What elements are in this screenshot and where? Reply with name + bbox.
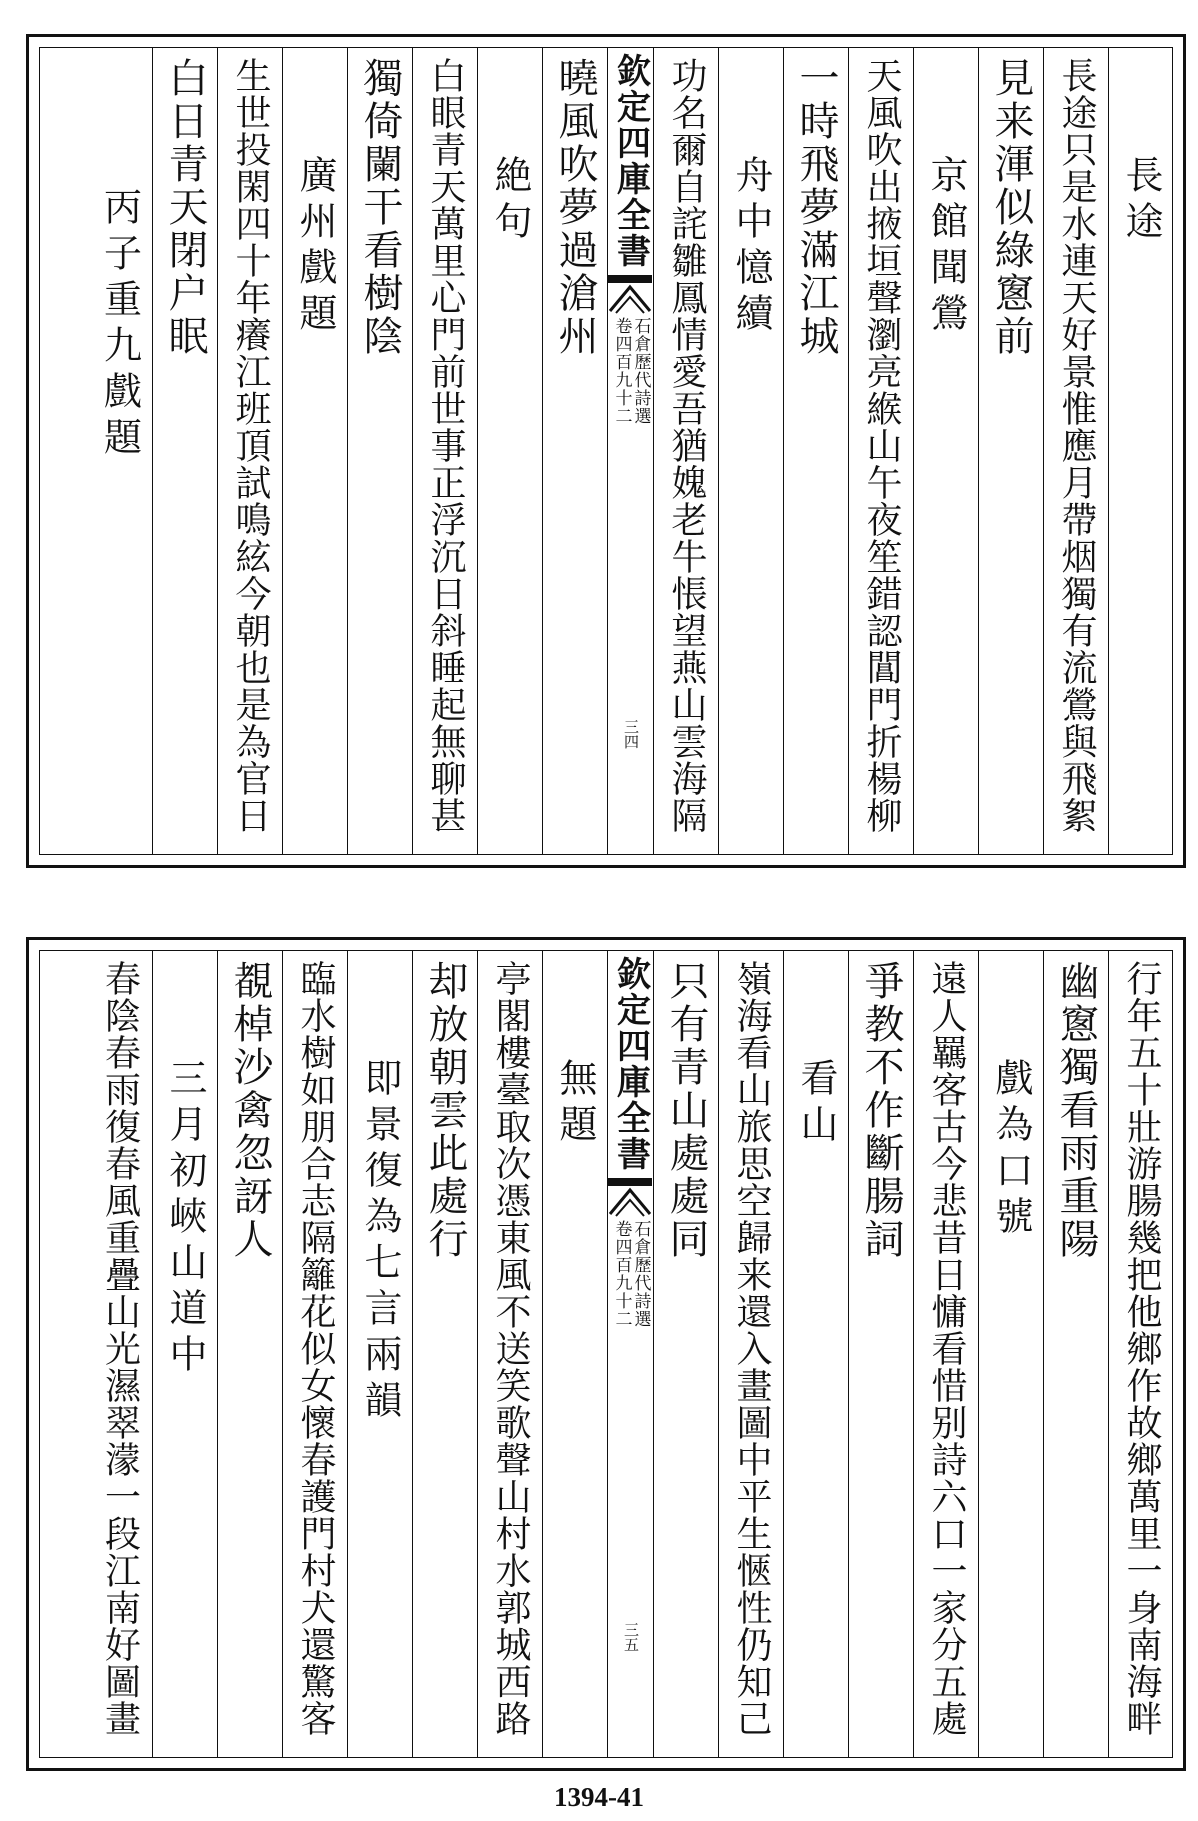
- text-column: [152, 950, 217, 1758]
- poem-line: 亭閣樓臺取次憑東風不送笑歌聲山村水郭城西路: [490, 960, 531, 1737]
- poem-line: 生世投閑四十年癢江班頂試鳴絃今朝也是為官日: [230, 57, 271, 834]
- text-column: [653, 47, 718, 855]
- text-column: [913, 47, 978, 855]
- poem-title: 丙子重九戲題: [97, 187, 142, 463]
- poem-line: 幽窻獨看雨重陽: [1053, 960, 1099, 1261]
- poem-line: 曉風吹夢過滄州: [552, 57, 598, 358]
- poem-line: 天風吹出掖垣聲瀏亮緱山午夜笙錯認閶門折楊柳: [861, 57, 902, 834]
- book-banner: [607, 47, 653, 855]
- poem-line: 只有青山處處同: [663, 960, 709, 1261]
- text-column: [347, 47, 412, 855]
- text-column: [978, 950, 1043, 1758]
- poem-title: 三月初峽山道中: [163, 1058, 207, 1380]
- poem-title: 無題: [553, 1058, 597, 1150]
- poem-line: 嶺海看山旅思空歸来還入畫圖中平生愜性仍知己: [731, 960, 772, 1737]
- text-column: [217, 950, 282, 1758]
- text-column: [152, 47, 217, 855]
- poem-line: 長途只是水連天好景惟應月帶烟獨有流鶯與飛絮: [1056, 57, 1097, 834]
- top-page: [26, 34, 1186, 868]
- text-column: [718, 47, 783, 855]
- poem-title: 長途: [1119, 155, 1163, 247]
- collection-title: 石倉歷代詩選: [630, 1220, 651, 1328]
- poem-line: 一時飛夢滿江城: [793, 57, 839, 358]
- poem-title: 看山: [794, 1058, 838, 1150]
- top-page-columns: [39, 47, 1173, 855]
- text-column: [347, 950, 412, 1758]
- book-banner: [607, 950, 653, 1758]
- book-title: 欽定四庫全書: [610, 956, 651, 1172]
- text-column: [1043, 47, 1108, 855]
- book-title: 欽定四庫全書: [610, 53, 651, 269]
- text-column: [848, 950, 913, 1758]
- poem-line: 却放朝雲此處行: [422, 960, 468, 1261]
- poem-line: 春陰春雨復春風重疊山光濕翠濛一段江南好圖畫: [99, 960, 141, 1737]
- fish-tail-mark-icon: [608, 1178, 652, 1218]
- poem-title: 京館聞鶯: [924, 155, 968, 339]
- volume-number: 卷四百九十二: [611, 1220, 632, 1328]
- volume-info: [613, 1220, 649, 1328]
- text-column: [913, 950, 978, 1758]
- leaf-number: 三四: [622, 719, 640, 749]
- text-column: [542, 950, 607, 1758]
- text-column: [1108, 950, 1173, 1758]
- text-column: [653, 950, 718, 1758]
- text-column: [1043, 950, 1108, 1758]
- text-column: [282, 950, 347, 1758]
- text-column: [282, 47, 347, 855]
- poem-line: 見来渾似綠窻前: [988, 57, 1034, 358]
- text-column: [477, 47, 542, 855]
- bottom-page-columns: [39, 950, 1173, 1758]
- page-number: 1394-41: [554, 1782, 644, 1812]
- leaf-number: 三五: [622, 1622, 640, 1652]
- text-column: [783, 47, 848, 855]
- poem-line: 行年五十壯游腸幾把他鄉作故鄉萬里一身南海畔: [1121, 960, 1162, 1737]
- bottom-page: [26, 937, 1186, 1771]
- poem-title: 廣州戲題: [293, 155, 337, 339]
- volume-info: [613, 317, 649, 425]
- poem-line: 功名爾自詫雛鳳情愛吾猶媿老牛悵望燕山雲海隔: [666, 57, 707, 834]
- poem-title: 絶句: [488, 155, 532, 247]
- text-column: [978, 47, 1043, 855]
- poem-line: 爭教不作斷腸詞: [858, 960, 904, 1261]
- text-column: [412, 950, 477, 1758]
- text-column: [217, 47, 282, 855]
- text-column: [412, 47, 477, 855]
- poem-line: 覩棹沙禽忽訝人: [227, 960, 273, 1261]
- poem-line: 遠人羈客古今悲昔日慵看惜别詩六口一家分五處: [926, 960, 967, 1737]
- poem-line: 白日青天閉户眠: [162, 57, 208, 358]
- text-column: [718, 950, 783, 1758]
- collection-title: 石倉歷代詩選: [630, 317, 651, 425]
- volume-number: 卷四百九十二: [611, 317, 632, 425]
- text-column: [87, 47, 152, 855]
- poem-title: 舟中憶續: [729, 155, 773, 339]
- text-column: [542, 47, 607, 855]
- poem-line: 白眼青天萬里心門前世事正浮沉日斜睡起無聊甚: [425, 57, 466, 834]
- poem-line: 臨水樹如朋合志隔籬花似女懷春護門村犬還驚客: [295, 960, 336, 1737]
- text-column: [848, 47, 913, 855]
- fish-tail-mark-icon: [608, 275, 652, 315]
- text-column: [87, 950, 152, 1758]
- poem-title: 即景復為七言兩韻: [358, 1058, 402, 1426]
- poem-line: 獨倚闌干看樹陰: [357, 57, 403, 358]
- poem-title: 戲為口號: [989, 1058, 1033, 1242]
- text-column: [1108, 47, 1173, 855]
- text-column: [783, 950, 848, 1758]
- text-column: [477, 950, 542, 1758]
